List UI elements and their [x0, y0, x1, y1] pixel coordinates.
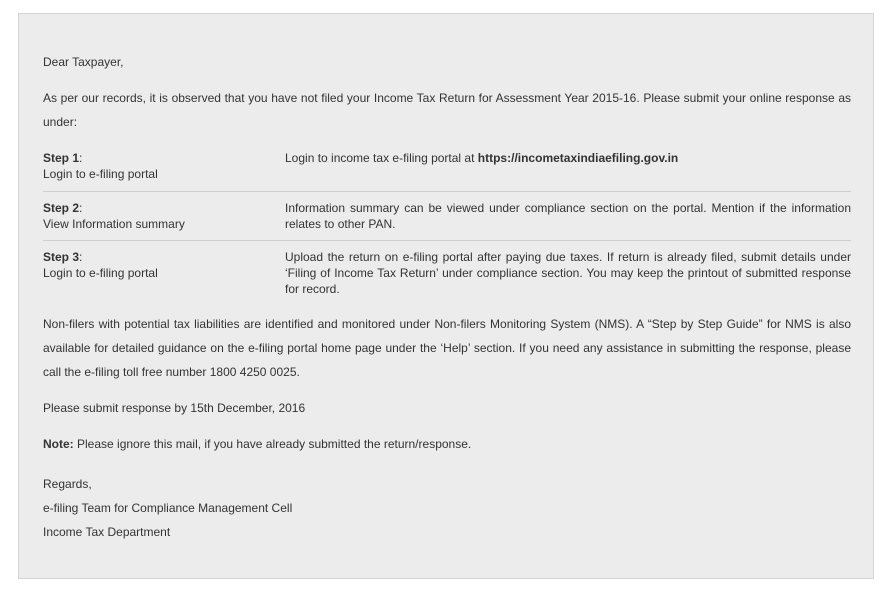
note — [43, 432, 851, 456]
step-2-header — [43, 200, 285, 240]
step-row-1 — [43, 150, 851, 191]
intro-paragraph: As per our records, it is observed that you have not filed your Income Tax Return for Assessment Year 2015-16. Please submit your online response as under: — [43, 91, 851, 129]
step-1-text: Login to income tax e-filing portal at — [285, 151, 478, 165]
regards: Regards, — [43, 477, 92, 491]
step-3-header — [43, 249, 285, 297]
email-body-panel — [18, 13, 874, 579]
step-3-colon: : — [79, 250, 83, 264]
step-3-description: Upload the return on e-filing portal after paying due taxes. If return is already filed, submit details under ‘Filing of Income Tax Return’ under compliance section. You may keep the printout of submitted response for record. — [285, 250, 851, 296]
step-1-label: Step 1 — [43, 151, 80, 165]
step-2-label: Step 2 — [43, 201, 80, 215]
step-1-description — [285, 150, 851, 191]
efiling-portal-link[interactable]: https://incometaxindiaefiling.gov.in — [477, 151, 679, 165]
note-label: Note: — [43, 437, 74, 451]
deadline-text: Please submit response by 15th December, 2016 — [43, 401, 306, 415]
note-text: Please ignore this mail, if you have already submitted the return/response. — [73, 437, 472, 451]
nms-paragraph: Non-filers with potential tax liabilities are identified and monitored under Non-filers Monitoring System (NMS). A “Step by Step Guide” for NMS is also available for detailed guidance on the e-filing portal home page under the ‘Help’ section. If you need any assistance in submitting the response, please call the e-filing toll free number 1800 4250 0025. — [43, 317, 851, 379]
signature-team: e-filing Team for Compliance Management Cell — [43, 501, 293, 515]
step-2-colon: : — [79, 201, 83, 215]
step-3-title: Login to e-filing portal — [43, 266, 158, 280]
step-2-description: Information summary can be viewed under compliance section on the portal. Mention if the information relates to other PAN. — [285, 201, 851, 231]
greeting: Dear Taxpayer, — [43, 55, 124, 69]
steps-list — [43, 150, 851, 297]
step-3-label: Step 3 — [43, 250, 80, 264]
step-1-title: Login to e-filing portal — [43, 167, 158, 181]
signature-block — [43, 472, 851, 544]
signature-department: Income Tax Department — [43, 525, 171, 539]
step-row-3 — [43, 240, 851, 297]
step-1-colon: : — [79, 151, 83, 165]
step-1-header — [43, 150, 285, 191]
step-2-title: View Information summary — [43, 217, 185, 231]
step-row-2 — [43, 191, 851, 240]
